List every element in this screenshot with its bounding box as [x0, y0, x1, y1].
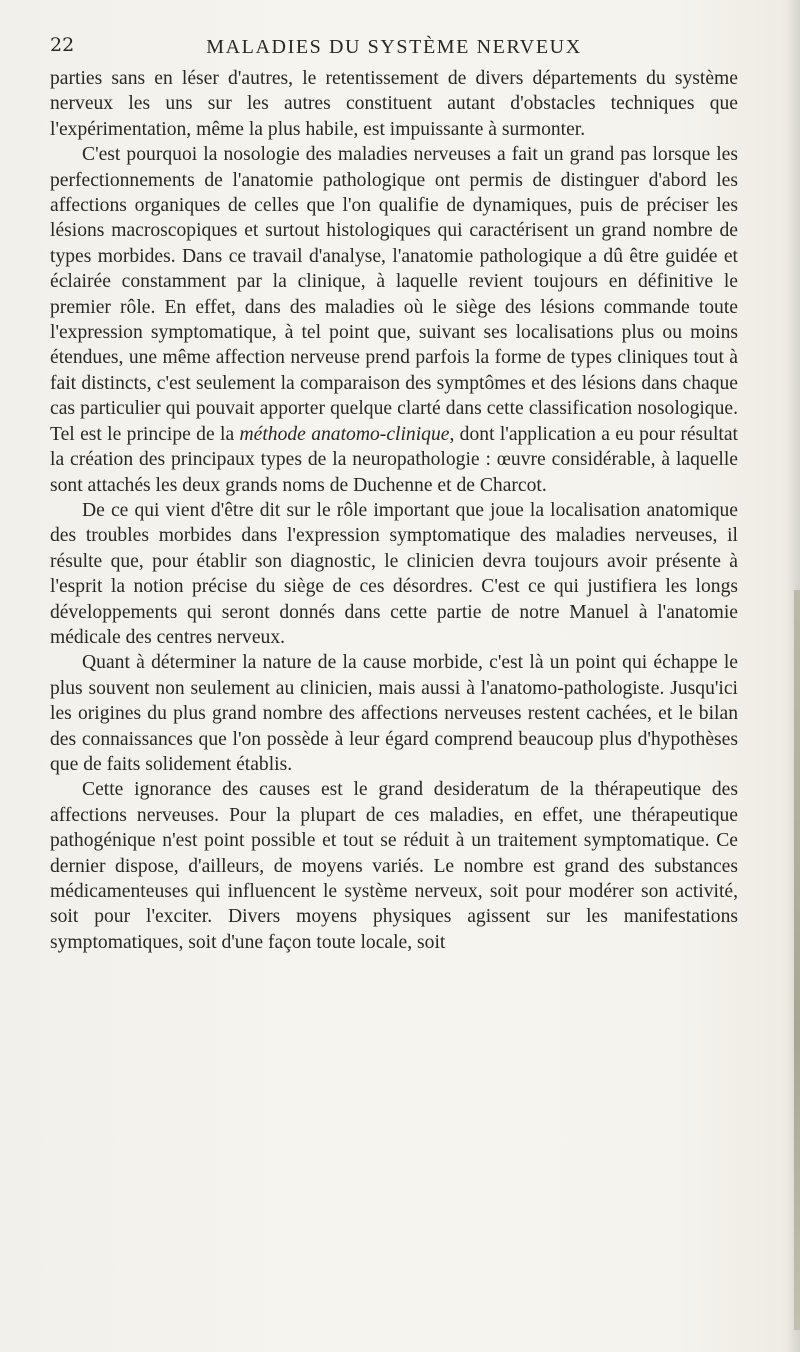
page-header — [50, 28, 738, 64]
emphasis-methode-anatomo-clinique: méthode anatomo-clinique — [239, 423, 450, 445]
paragraph-text: C'est pourquoi la nosologie des maladies nerveuses a fait un grand pas lorsque les perfectionnements de l'anatomie pathologique ont permis de distinguer d'abord les affections organiques de celles que l'on qualifie de dynamiques, puis de préciser les lésions macroscopiques et surtout histologiques qui caractérisent un grand nombre de types morbides. Dans ce travail d'analyse, l'anatomie pathologique a dû être guidée et éclairée constamment par la clinique, à laquelle revient toujours en définitive le premier rôle. En effet, dans des maladies où le siège des lésions commande toute l'expression symptomatique, à tel point que, suivant ses localisations plus ou moins étendues, une même affection nerveuse prend parfois la forme de types cliniques tout à fait distincts, c'est seulement la comparaison des symptômes et des lésions dans chaque cas particulier qui pouvait apporter quelque clarté dans cette classification nosologique. Tel est le principe de la — [50, 144, 738, 445]
paragraph-continuation: parties sans en léser d'autres, le retentissement de divers départements du système nerveux les uns sur les autres constituent autant d'obstacles techniques que l'expérimentation, même la plus habile, est impuissante à surmonter. — [50, 68, 738, 140]
page-edge-strip — [794, 590, 800, 1330]
body-text — [50, 66, 738, 955]
paragraph-localisation: De ce qui vient d'être dit sur le rôle important que joue la localisation anatomique des troubles morbides dans l'expression symptomatique des maladies nerveuses, il résulte que, pour établir son diagnostic, le clinicien devra toujours avoir présente à l'esprit la notion précise du siège de ces désordres. C'est ce qui justifiera les longs développements qui seront donnés dans cette partie de notre Manuel à l'anatomie médicale des centres nerveux. — [50, 499, 738, 648]
paragraph-cause-morbide: Quant à déterminer la nature de la cause morbide, c'est là un point qui échappe le plus souvent non seulement au clinicien, mais aussi à l'anatomo-pathologiste. Jusqu'ici les origines du plus grand nombre des affections nerveuses restent cachées, et le bilan des connaissances que l'on possède à leur égard comprend beaucoup plus d'hypothèses que de faits solidement établis. — [50, 652, 738, 775]
page-number: 22 — [50, 34, 75, 56]
paragraph-nosologie — [50, 142, 738, 498]
running-title: MALADIES DU SYSTÈME NERVEUX — [206, 36, 582, 58]
paragraph-text: , dont l'application a eu pour résultat la création des principaux types de la neuropathologie : œuvre considérable, à laquelle sont attachés les deux grands noms de Duchenne et de Charcot. — [50, 423, 738, 496]
paragraph-therapeutique: Cette ignorance des causes est le grand desideratum de la thérapeutique des affections nerveuses. Pour la plupart de ces maladies, en effet, une thérapeutique pathogénique n'est point possible et tout se réduit à un traitement symptomatique. Ce dernier dispose, d'ailleurs, de moyens variés. Le nombre est grand des substances médicamenteuses qui influencent le système nerveux, soit pour modérer son activité, soit pour l'exciter. Divers moyens physiques agissent sur les manifestations symptomatiques, soit d'une façon toute locale, soit — [50, 779, 738, 953]
